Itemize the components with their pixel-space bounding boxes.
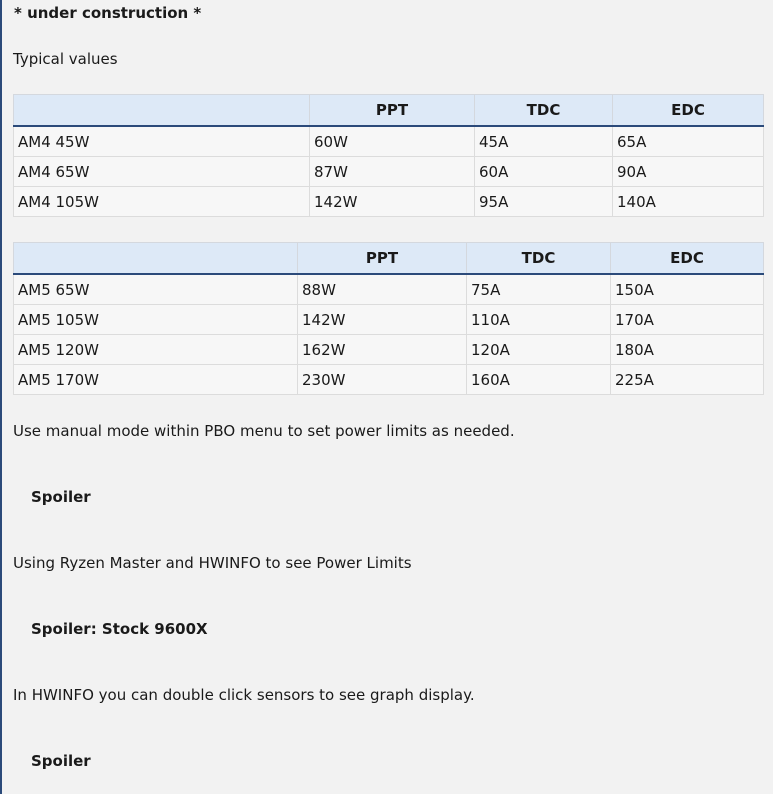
tdc-cell: 95A — [475, 187, 613, 217]
pbo-instruction-text: Use manual mode within PBO menu to set power limits as needed. — [13, 422, 515, 440]
header-cell-tdc: TDC — [467, 243, 611, 275]
tdc-cell: 120A — [467, 335, 611, 365]
table-row — [14, 157, 764, 187]
ppt-cell: 88W — [298, 274, 467, 305]
edc-cell: 90A — [613, 157, 764, 187]
tdc-cell: 75A — [467, 274, 611, 305]
socket-tdp-cell: AM5 170W — [14, 365, 298, 395]
spoiler-stock-9600x-button[interactable]: Spoiler: Stock 9600X — [31, 620, 208, 638]
socket-tdp-cell: AM4 65W — [14, 157, 310, 187]
table-row — [14, 187, 764, 217]
socket-tdp-cell: AM4 45W — [14, 126, 310, 157]
table-row — [14, 335, 764, 365]
header-cell-blank — [14, 95, 310, 127]
socket-tdp-cell: AM5 65W — [14, 274, 298, 305]
tdc-cell: 45A — [475, 126, 613, 157]
edc-cell: 140A — [613, 187, 764, 217]
hwinfo-graph-text: In HWINFO you can double click sensors to see graph display. — [13, 686, 475, 704]
edc-cell: 180A — [611, 335, 764, 365]
socket-tdp-cell: AM5 105W — [14, 305, 298, 335]
tdc-cell: 160A — [467, 365, 611, 395]
header-cell-ppt: PPT — [298, 243, 467, 275]
header-cell-ppt: PPT — [310, 95, 475, 127]
tdc-cell: 60A — [475, 157, 613, 187]
ppt-cell: 162W — [298, 335, 467, 365]
ppt-cell: 142W — [310, 187, 475, 217]
left-border — [0, 0, 2, 794]
edc-cell: 225A — [611, 365, 764, 395]
header-cell-tdc: TDC — [475, 95, 613, 127]
tdc-cell: 110A — [467, 305, 611, 335]
table-row — [14, 126, 764, 157]
socket-tdp-cell: AM5 120W — [14, 335, 298, 365]
ppt-cell: 142W — [298, 305, 467, 335]
intro-text: Typical values — [13, 50, 118, 68]
header-cell-edc: EDC — [613, 95, 764, 127]
post-heading: * under construction * — [14, 4, 202, 22]
spoiler-toggle-button[interactable]: Spoiler — [31, 488, 91, 506]
ppt-cell: 230W — [298, 365, 467, 395]
edc-cell: 150A — [611, 274, 764, 305]
header-cell-blank — [14, 243, 298, 275]
edc-cell: 65A — [613, 126, 764, 157]
ppt-cell: 87W — [310, 157, 475, 187]
table-header-row — [14, 95, 764, 127]
edc-cell: 170A — [611, 305, 764, 335]
header-cell-edc: EDC — [611, 243, 764, 275]
socket-tdp-cell: AM4 105W — [14, 187, 310, 217]
table-row — [14, 365, 764, 395]
am4-power-table — [13, 94, 764, 217]
table-row — [14, 305, 764, 335]
ryzen-master-text: Using Ryzen Master and HWINFO to see Power Limits — [13, 554, 412, 572]
am5-power-table — [13, 242, 764, 395]
table-header-row — [14, 243, 764, 275]
spoiler-toggle-button[interactable]: Spoiler — [31, 752, 91, 770]
ppt-cell: 60W — [310, 126, 475, 157]
table-row — [14, 274, 764, 305]
